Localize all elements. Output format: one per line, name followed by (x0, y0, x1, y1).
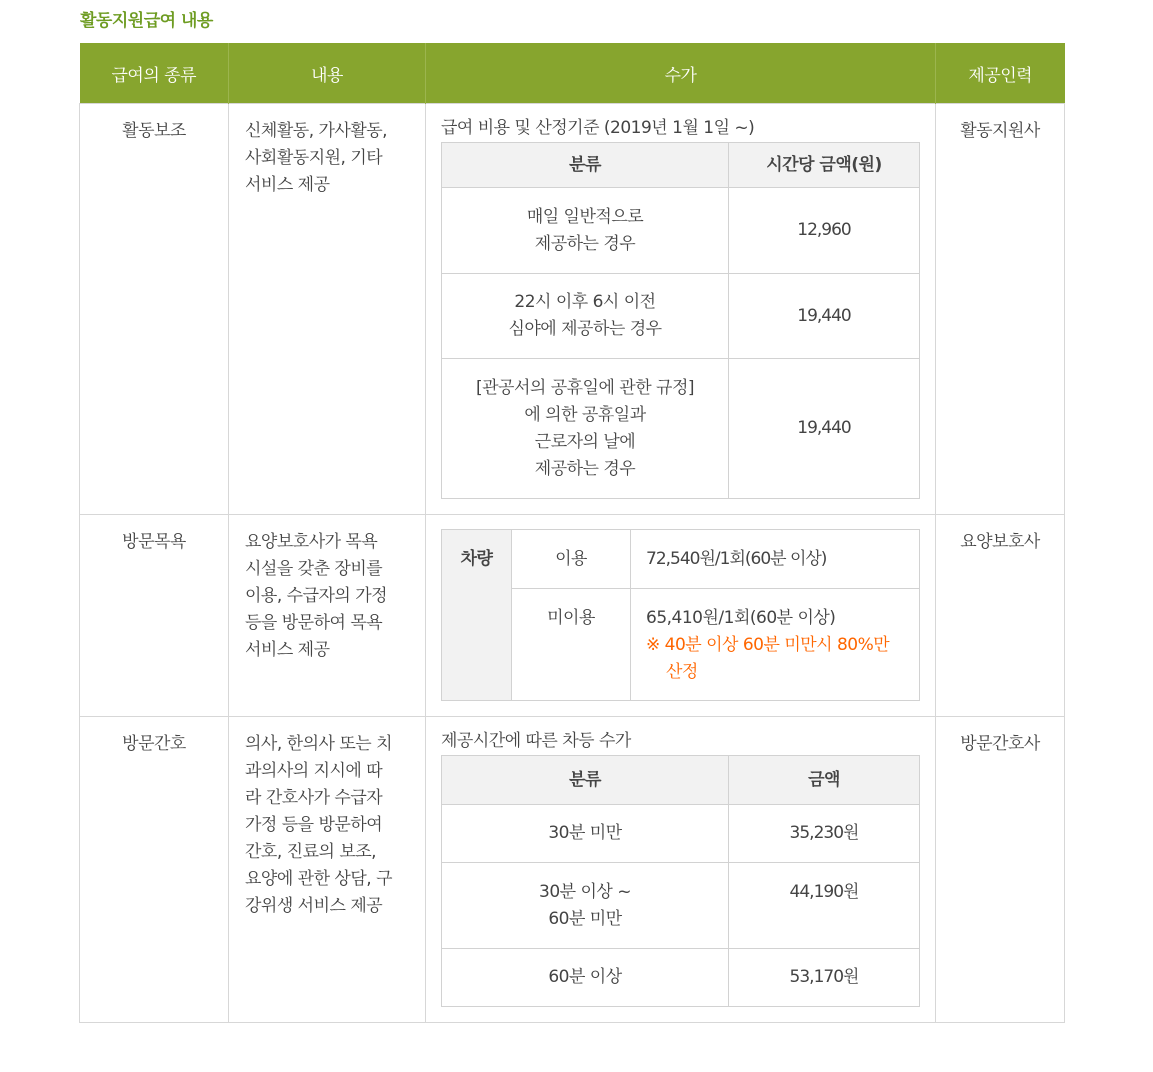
table-row (442, 805, 920, 863)
bathing-type: 방문목욕 (80, 515, 229, 717)
nursing-row-category: 30분 이상 ~ 60분 미만 (442, 863, 729, 949)
header-content: 내용 (229, 43, 426, 104)
header-type: 급여의 종류 (80, 43, 229, 104)
activity-row-amount: 19,440 (729, 274, 920, 359)
activity-row-amount: 12,960 (729, 188, 920, 274)
row-nursing (80, 717, 1065, 1023)
vehicle-label: 차량 (442, 530, 512, 701)
table-row (442, 863, 920, 949)
nursing-content: 의사, 한의사 또는 치 과의사의 지시에 따 라 간호사가 수급자 가정 등을 방문하여 간호, 진료의 보조, 요양에 관한 상담, 구 강위생 서비스 제공 (229, 717, 426, 1023)
header-staff: 제공인력 (936, 43, 1065, 104)
bathing-content: 요양보호사가 목욕 시설을 갖춘 장비를 이용, 수급자의 가정 등을 방문하여 목욕 서비스 제공 (229, 515, 426, 717)
activity-row-category: 22시 이후 6시 이전 심야에 제공하는 경우 (442, 274, 729, 359)
activity-fee-caption: 급여 비용 및 산정기준 (2019년 1월 1일 ~) (441, 118, 755, 138)
nursing-fee-caption: 제공시간에 따른 차등 수가 (441, 731, 631, 751)
table-row (442, 274, 920, 359)
activity-row-category: [관공서의 공휴일에 관한 규정] 에 의한 공휴일과 근로자의 날에 제공하는 경우 (442, 359, 729, 499)
header-row (80, 43, 1065, 104)
activity-col-amount: 시간당 금액(원) (729, 143, 920, 188)
vehicle-use-price: 72,540원/1회(60분 이상) (631, 530, 920, 589)
nursing-row-amount: 53,170원 (729, 949, 920, 1007)
nursing-row-category: 30분 미만 (442, 805, 729, 863)
vehicle-nouse-label: 미이용 (512, 589, 631, 701)
nursing-fee (426, 717, 936, 1023)
vehicle-nouse-cell (631, 589, 920, 701)
nursing-row-amount: 44,190원 (729, 863, 920, 949)
table-row (442, 949, 920, 1007)
activity-fee-table (441, 142, 920, 499)
nursing-col-amount: 금액 (729, 756, 920, 805)
table-row (442, 589, 920, 701)
nursing-row-amount: 35,230원 (729, 805, 920, 863)
vehicle-use-label: 이용 (512, 530, 631, 589)
header-fee: 수가 (426, 43, 936, 104)
nursing-staff: 방문간호사 (936, 717, 1065, 1023)
bathing-fee (426, 515, 936, 717)
nursing-type: 방문간호 (80, 717, 229, 1023)
vehicle-nouse-price: 65,410원/1회(60분 이상) (646, 608, 836, 628)
nursing-fee-table (441, 755, 920, 1007)
note-mark: ※ (646, 635, 660, 655)
activity-content: 신체활동, 가사활동, 사회활동지원, 기타 서비스 제공 (229, 104, 426, 515)
bathing-fee-table (441, 529, 920, 701)
table-row (442, 188, 920, 274)
activity-row-amount: 19,440 (729, 359, 920, 499)
activity-staff: 활동지원사 (936, 104, 1065, 515)
table-row (442, 359, 920, 499)
activity-type: 활동보조 (80, 104, 229, 515)
row-activity (80, 104, 1065, 515)
activity-row-category: 매일 일반적으로 제공하는 경우 (442, 188, 729, 274)
note-text-2: 산정 (666, 662, 698, 682)
section-title: 활동지원급여 내용 (80, 11, 213, 31)
benefit-table (79, 43, 1065, 1023)
activity-col-category: 분류 (442, 143, 729, 188)
table-row (442, 530, 920, 589)
nursing-row-category: 60분 이상 (442, 949, 729, 1007)
bathing-staff: 요양보호사 (936, 515, 1065, 717)
note-text-1: 40분 이상 60분 미만시 80%만 (664, 635, 890, 655)
activity-fee (426, 104, 936, 515)
row-bathing (80, 515, 1065, 717)
bathing-note (646, 632, 913, 659)
nursing-col-category: 분류 (442, 756, 729, 805)
